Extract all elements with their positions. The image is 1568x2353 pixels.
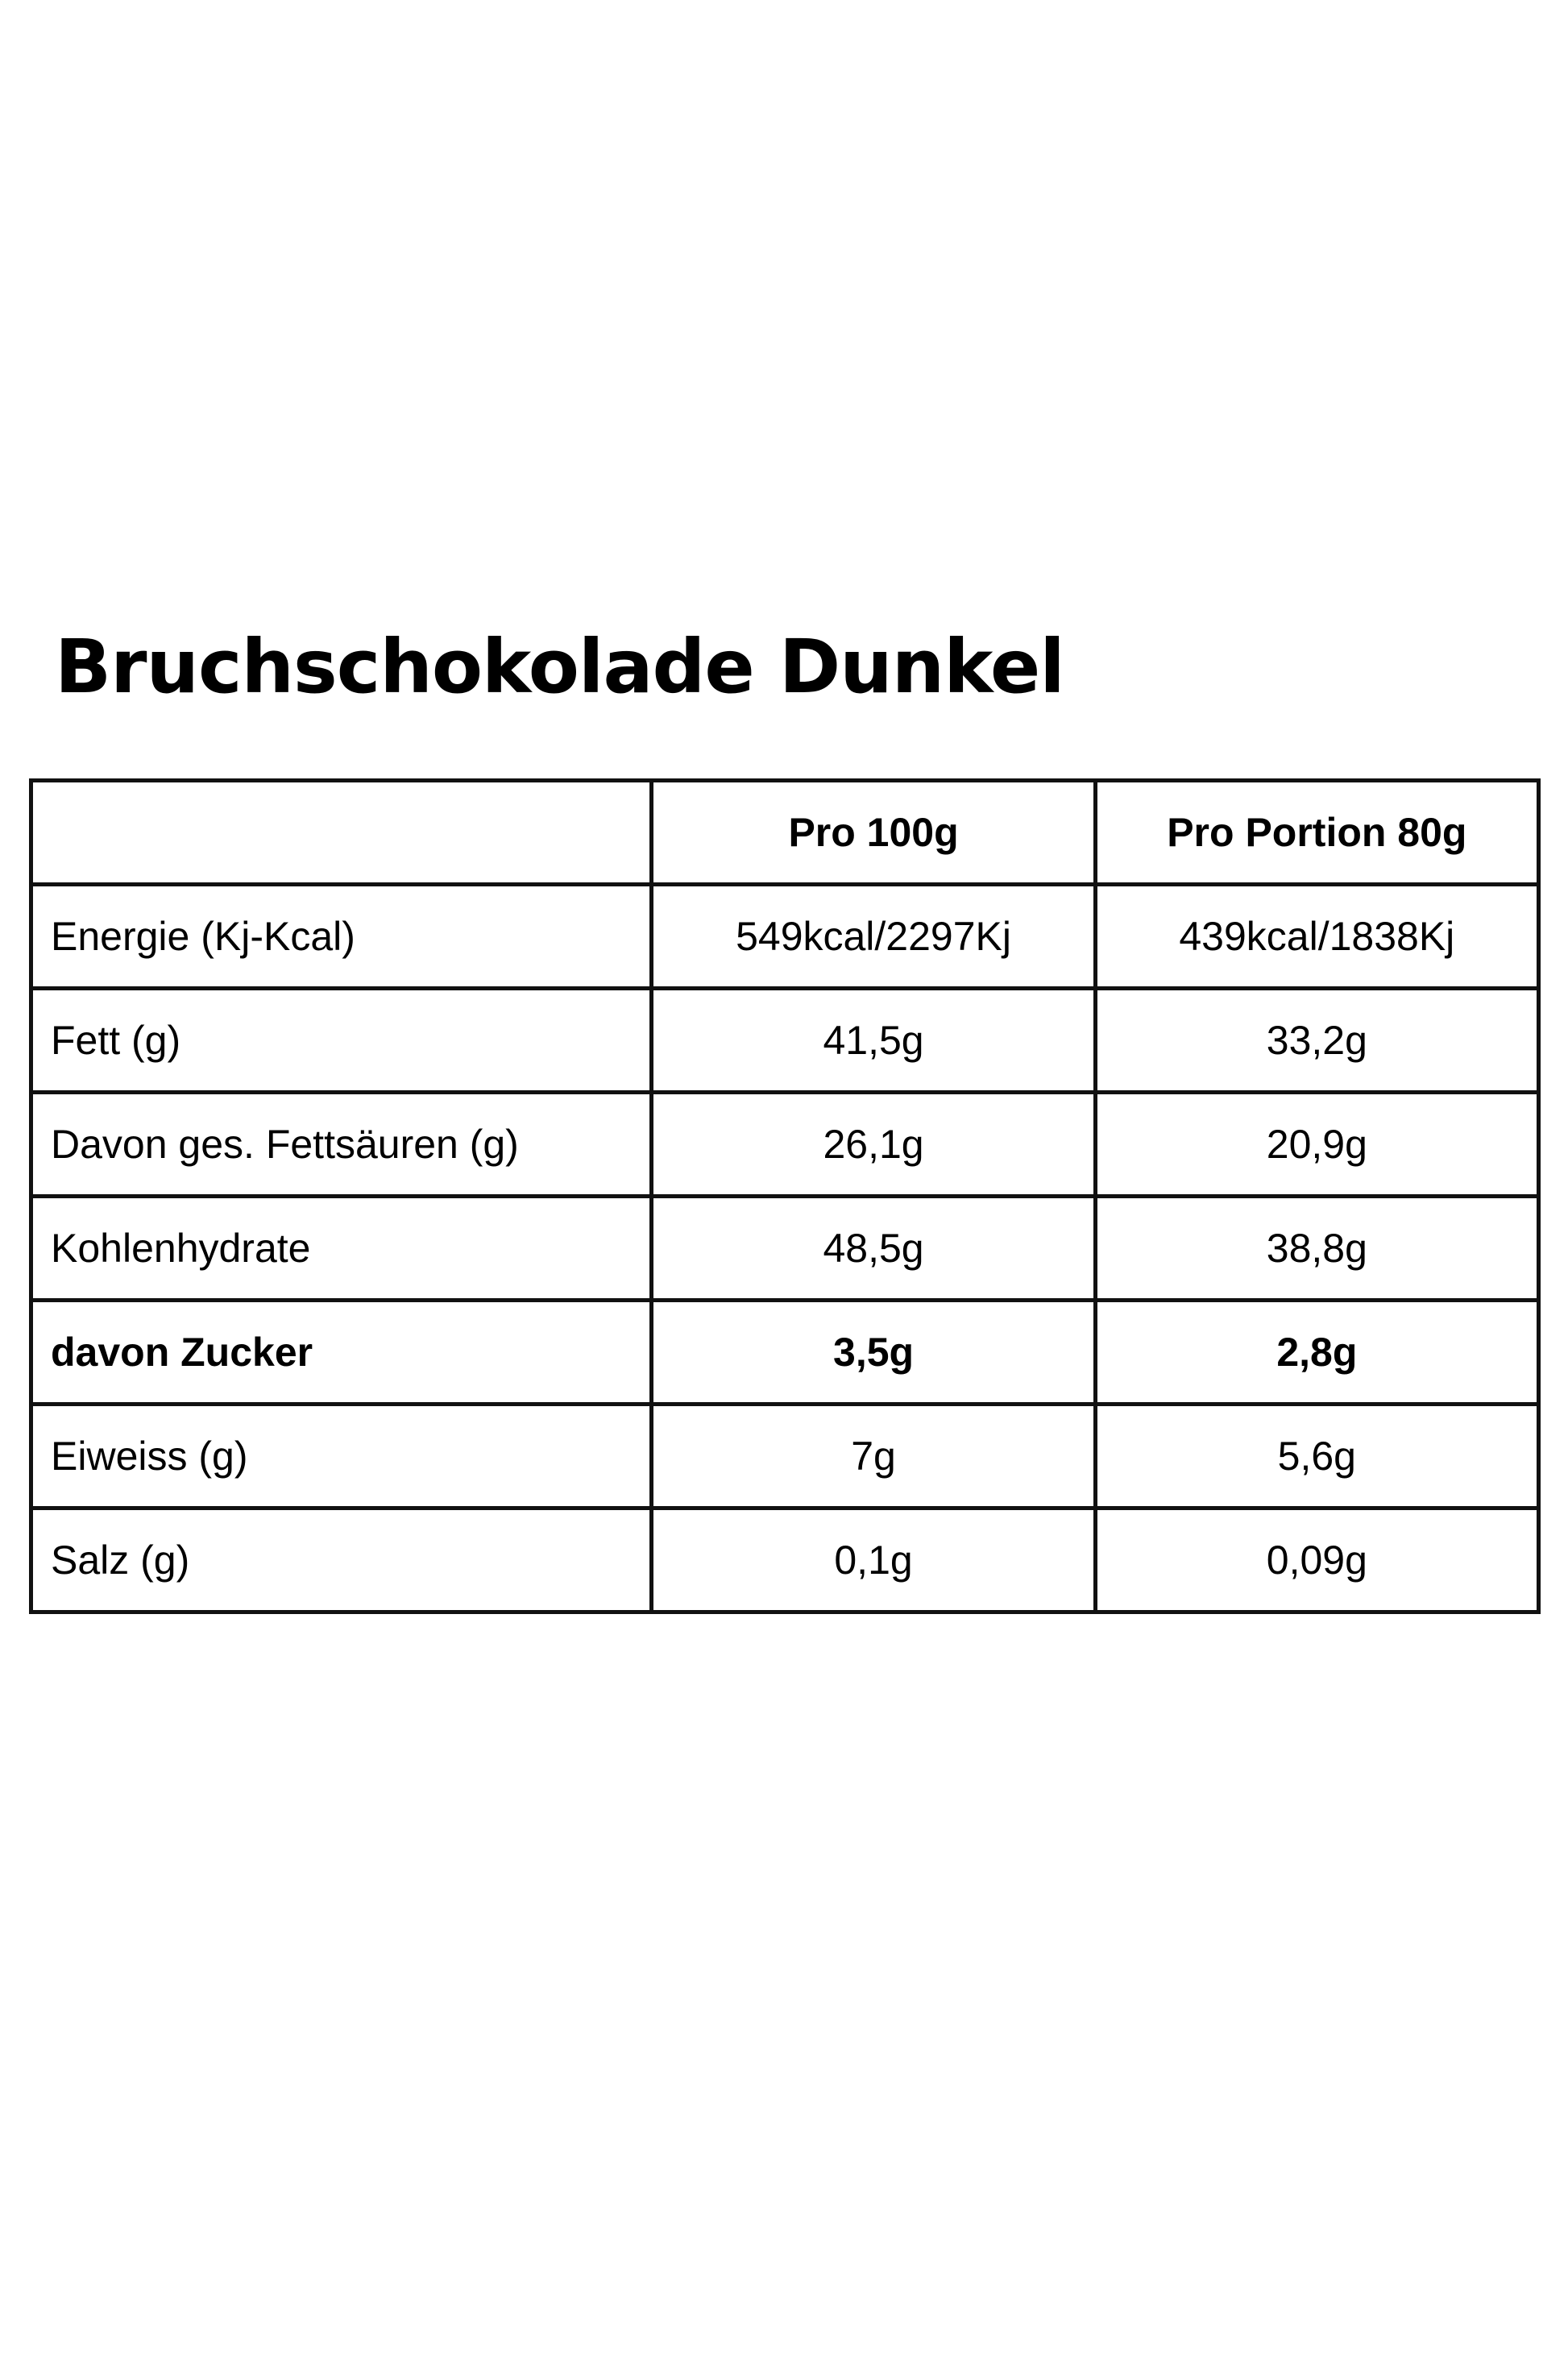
table-row-energy (31, 885, 1539, 989)
header-per-portion: Pro Portion 80g (1095, 781, 1538, 885)
table-row-salt (31, 1508, 1539, 1612)
row-label: Eiweiss (g) (31, 1405, 652, 1508)
header-label-cell (31, 781, 652, 885)
row-value-per-portion: 0,09g (1095, 1508, 1538, 1612)
page-title: Bruchschokolade Dunkel (55, 624, 1064, 710)
row-value-per-portion: 33,2g (1095, 989, 1538, 1093)
header-per-100g: Pro 100g (652, 781, 1095, 885)
table-row-sugar (31, 1301, 1539, 1405)
nutrition-table (29, 778, 1541, 1614)
table-header-row (31, 781, 1539, 885)
row-label: Salz (g) (31, 1508, 652, 1612)
row-value-per-portion: 439kcal/1838Kj (1095, 885, 1538, 989)
row-label: davon Zucker (31, 1301, 652, 1405)
row-value-per-100g: 7g (652, 1405, 1095, 1508)
row-value-per-100g: 26,1g (652, 1093, 1095, 1197)
table-row-carbohydrates (31, 1197, 1539, 1301)
row-value-per-100g: 549kcal/2297Kj (652, 885, 1095, 989)
row-label: Energie (Kj-Kcal) (31, 885, 652, 989)
row-value-per-portion: 2,8g (1095, 1301, 1538, 1405)
row-value-per-100g: 3,5g (652, 1301, 1095, 1405)
row-value-per-portion: 38,8g (1095, 1197, 1538, 1301)
row-value-per-100g: 41,5g (652, 989, 1095, 1093)
row-label: Fett (g) (31, 989, 652, 1093)
table-row-fat (31, 989, 1539, 1093)
table-row-saturated-fat (31, 1093, 1539, 1197)
row-value-per-portion: 20,9g (1095, 1093, 1538, 1197)
row-value-per-100g: 0,1g (652, 1508, 1095, 1612)
row-label: Kohlenhydrate (31, 1197, 652, 1301)
row-value-per-portion: 5,6g (1095, 1405, 1538, 1508)
row-value-per-100g: 48,5g (652, 1197, 1095, 1301)
row-label: Davon ges. Fettsäuren (g) (31, 1093, 652, 1197)
table-row-protein (31, 1405, 1539, 1508)
